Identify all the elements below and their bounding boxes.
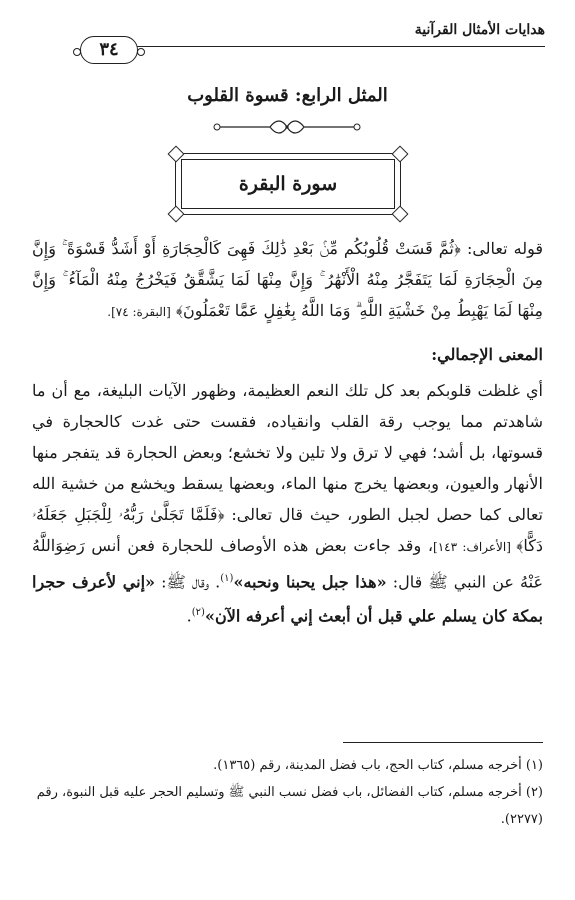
hadith-quote-1: «هذا جبل يحبنا ونحبه» — [233, 572, 387, 592]
summary-text-1: أي غلظت قلوبكم بعد كل تلك النعم العظيمة، وظهور الآيات البليغة، مع أن ما شاهدتم مما يوجب رقة القلب وانقياده، فقست حتى غدت كالحجارة في قسوتها، بل أشد؛ فهي لا ترق ولا تلين ولا تخشع؛ وبعض الحجارة قد يتفجر منها الأنهار والعيون، وبعضها يخرج منها الماء، وبعضها يسقط ويخشع من خشية الله تعالى كما حصل لجبل الطور، حيث قال تعالى: — [32, 381, 544, 524]
footnote-rule — [343, 742, 543, 743]
hadith-quote-2: «إني لأعرف حجرا بمكة كان يسلم علي قبل أن أبعث إني أعرفه الآن» — [32, 572, 543, 626]
footnote-ref-1: (١) — [220, 573, 234, 584]
summary-paragraph — [32, 375, 543, 632]
page-number: ٣٤ — [80, 36, 138, 64]
footnote-2: (٢) أخرجه مسلم، كتاب الفضائل، باب فضل نسب النبي ﷺ وتسليم الحجر عليه قبل النبوة، رقم (٢٢٧٧). — [36, 785, 543, 827]
footnote-ref-2: (٢) — [191, 607, 205, 619]
verse-citation: [البقرة: ٧٤]. — [107, 305, 171, 319]
summary-end: . — [186, 606, 192, 626]
summary-text-3: . وقال ﷺ: — [155, 572, 221, 592]
ornament-divider-icon — [212, 118, 362, 136]
surah-title: سورة البقرة — [238, 173, 338, 195]
verse-paragraph — [32, 233, 543, 328]
quran-verse: ﴿ثُمَّ قَسَتْ قُلُوبُكُم مِّنۢ بَعْدِ ذَٰلِكَ فَهِىَ كَالْحِجَارَةِ أَوْ أَشَدُّ قَسْوَةً ۚ وَإِنَّ مِنَ الْحِجَارَةِ لَمَا يَتَفَجَّرُ مِنْهُ الْأَنْهَٰرُ ۚ وَإِنَّ مِنْهَا لَمَا يَشَّقَّقُ فَيَخْرُجُ مِنْهُ الْمَآءُ ۚ وَإِنَّ مِنْهَا لَمَا يَهْبِطُ مِنْ خَشْيَةِ اللَّهِ ۗ وَمَا اللَّهُ بِغَٰفِلٍ عَمَّا تَعْمَلُونَ﴾ — [32, 239, 543, 320]
surah-title-frame — [175, 153, 401, 215]
verse-citation-2: [الأعراف: ١٤٣] — [433, 540, 517, 554]
header-rule — [125, 46, 545, 47]
running-header: هدايات الأمثال القرآنية — [414, 22, 545, 38]
summary-text-2: ، وقد جاءت بعض هذه الأوصاف للحجارة فعن أنس رَضِوَاللَّهُ عَنْهُ عن النبي ﷺ قال: — [32, 536, 544, 592]
footnote-1: (١) أخرجه مسلم، كتاب الحج، باب فضل المدينة، رقم (١٣٦٥). — [213, 758, 543, 773]
quran-verse-2: ﴿فَلَمَّا تَجَلَّىٰ رَبُّهُۥ لِلْجَبَلِ جَعَلَهُۥ دَكًّا﴾ — [32, 505, 544, 555]
footnotes — [32, 752, 543, 833]
verse-intro: قوله تعالى: — [460, 239, 543, 258]
summary-heading: المعنى الإجمالي: — [431, 345, 543, 364]
section-title: المثل الرابع: قسوة القلوب — [187, 85, 388, 106]
